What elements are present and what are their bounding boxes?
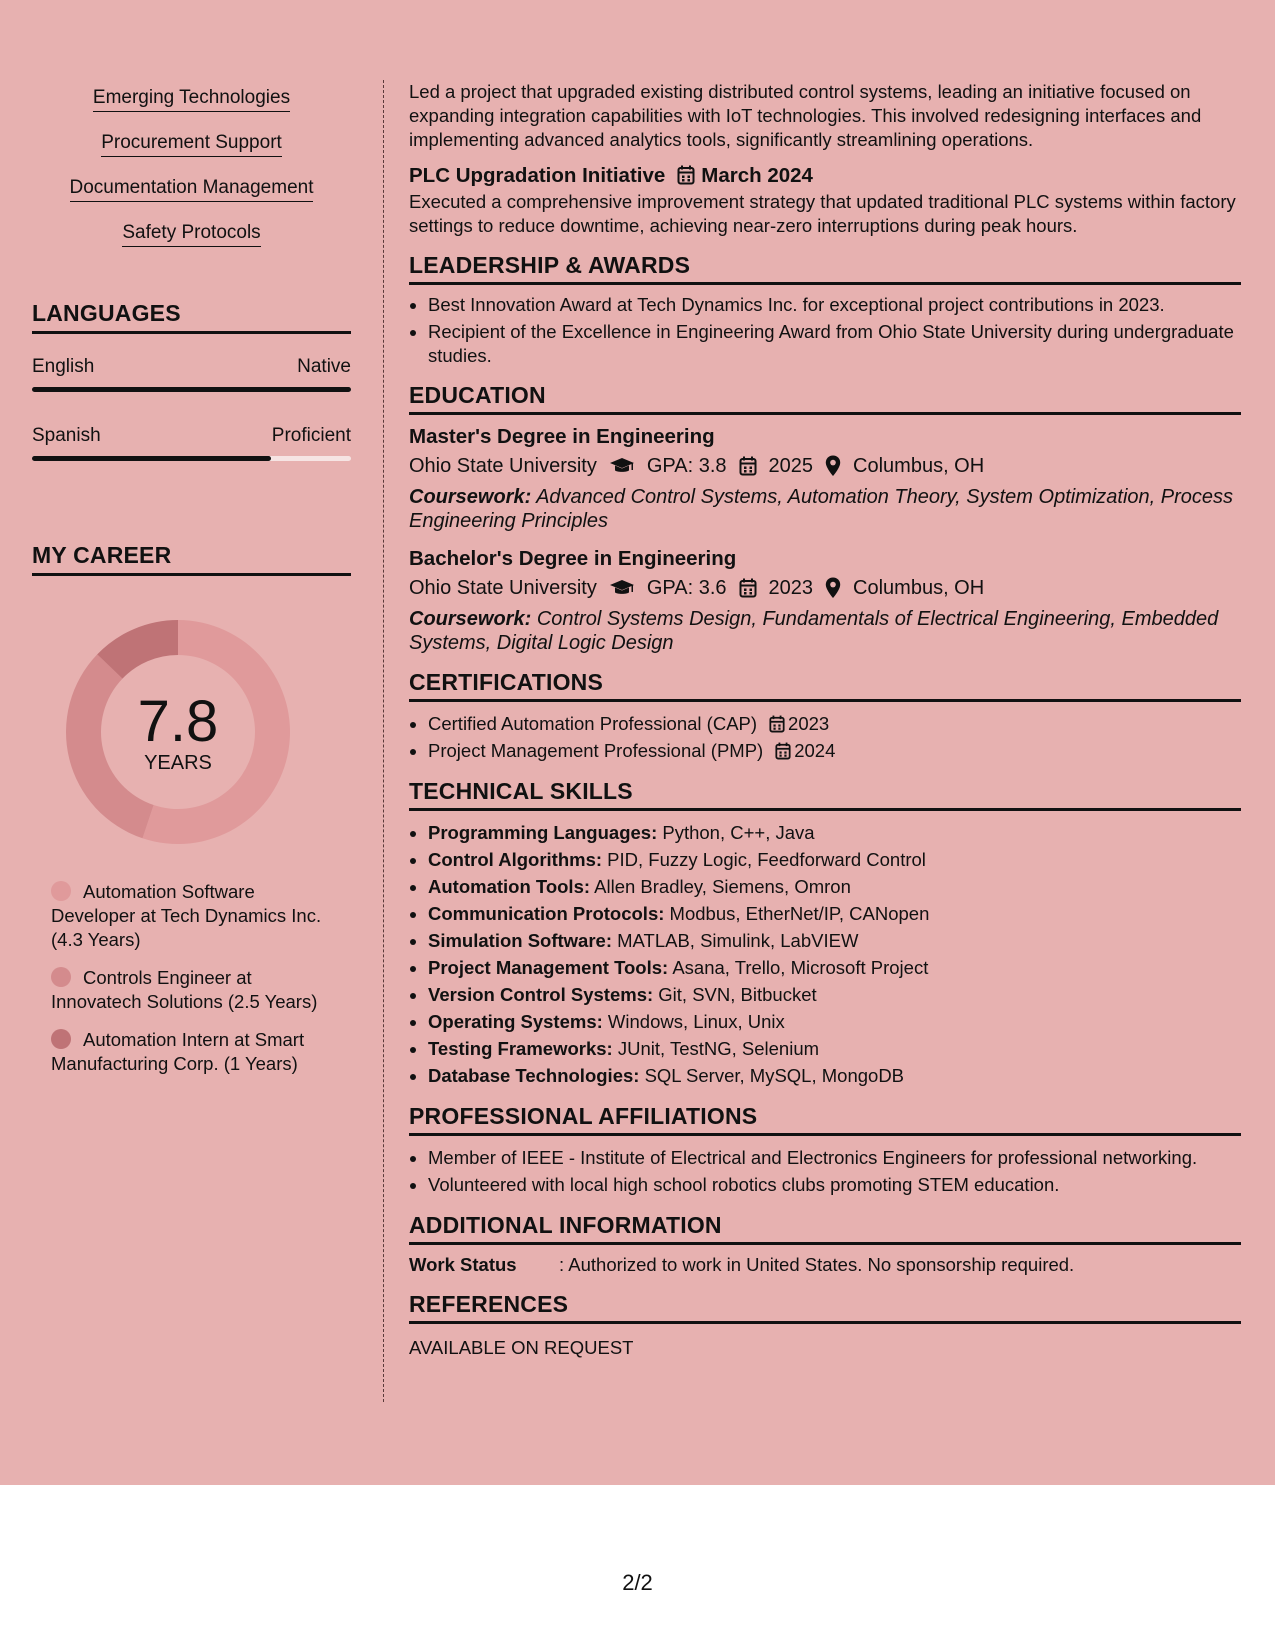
skill-label: Version Control Systems: <box>428 984 654 1005</box>
skill-item <box>428 981 1241 1008</box>
page-number: 2/2 <box>622 1570 653 1595</box>
list-item: • Volunteered with local high school robotics clubs promoting STEM education. <box>428 1171 1241 1198</box>
language-bar-fill <box>32 387 351 392</box>
career-donut-chart <box>66 620 290 844</box>
gpa: GPA: 3.8 <box>646 455 727 477</box>
location: Columbus, OH <box>853 455 985 477</box>
interests-list <box>32 86 351 266</box>
leadership-heading: LEADERSHIP & AWARDS <box>409 252 1241 285</box>
language-bar <box>32 456 351 461</box>
references-heading: REFERENCES <box>409 1291 1241 1324</box>
skill-label: Communication Protocols: <box>428 903 665 924</box>
graduation-cap-icon <box>609 457 635 475</box>
legend-label: Automation Software Developer at Tech Dynamics Inc. (4.3 Years) <box>51 881 322 950</box>
skill-item <box>428 1035 1241 1062</box>
skill-value: Python, C++, Java <box>662 822 815 843</box>
language-bar <box>32 387 351 392</box>
project-description: Executed a comprehensive improvement strategy that updated traditional PLC systems within factory settings to reduce downtime, achieving near-zero interruptions during peak hours. <box>409 191 1236 236</box>
interest-item: Procurement Support <box>101 131 282 157</box>
interest-item: Documentation Management <box>70 176 314 202</box>
certification-year: 2023 <box>788 713 830 734</box>
skill-label: Project Management Tools: <box>428 957 669 978</box>
skill-item <box>428 900 1241 927</box>
work-status-row <box>409 1253 1241 1277</box>
calendar-icon <box>739 578 757 598</box>
skill-label: Operating Systems: <box>428 1011 603 1032</box>
calendar-icon <box>775 737 791 764</box>
certification-year: 2024 <box>794 740 836 761</box>
interest-item: Safety Protocols <box>122 221 260 247</box>
project-title: PLC Upgradation Initiative <box>409 164 666 187</box>
experience-intro: Led a project that upgraded existing distributed control systems, leading an initiative focused on expanding integration capabilities with IoT technologies. This involved redesigning interfaces and implementing advanced analytics tools, significantly streamlining operations. <box>409 81 1202 150</box>
certification-item <box>428 710 1241 737</box>
list-item: • Best Innovation Award at Tech Dynamics Inc. for exceptional project contributions in 2023. <box>428 293 1241 317</box>
skill-label: Control Algorithms: <box>428 849 603 870</box>
languages-heading: LANGUAGES <box>32 300 351 334</box>
skill-item <box>428 1008 1241 1035</box>
certification-name: Certified Automation Professional (CAP) <box>428 713 758 734</box>
skill-item <box>428 1062 1241 1089</box>
education-entry <box>409 423 1241 533</box>
skill-value: SQL Server, MySQL, MongoDB <box>644 1065 905 1086</box>
coursework-text: Advanced Control Systems, Automation Theory, System Optimization, Process Engineering Principles <box>409 486 1234 532</box>
calendar-icon <box>677 164 695 187</box>
certifications-heading: CERTIFICATIONS <box>409 669 1241 702</box>
language-level: Native <box>297 356 351 377</box>
leadership-list <box>409 293 1241 368</box>
skill-value: Modbus, EtherNet/IP, CANopen <box>669 903 930 924</box>
skill-value: MATLAB, Simulink, LabVIEW <box>617 930 859 951</box>
project-date: March 2024 <box>701 164 813 187</box>
skill-item <box>428 954 1241 981</box>
language-name: English <box>32 356 95 377</box>
language-spanish <box>32 425 351 461</box>
language-bar-fill <box>32 456 271 461</box>
skill-label: Simulation Software: <box>428 930 612 951</box>
coursework-label: Coursework: <box>409 608 532 630</box>
career-unit: YEARS <box>144 752 212 774</box>
work-status-value: : Authorized to work in United States. No sponsorship required. <box>559 1254 1075 1275</box>
graduation-year: 2025 <box>768 455 814 477</box>
legend-label: Automation Intern at Smart Manufacturing Corp. (1 Years) <box>51 1029 305 1074</box>
skills-list <box>409 819 1241 1089</box>
skill-item <box>428 927 1241 954</box>
language-english <box>32 356 351 392</box>
degree-title: Master's Degree in Engineering <box>409 425 715 448</box>
legend-item <box>51 1028 341 1076</box>
skill-value: JUnit, TestNG, Selenium <box>617 1038 820 1059</box>
language-name: Spanish <box>32 425 101 446</box>
skill-value: Windows, Linux, Unix <box>607 1011 785 1032</box>
interest-item: Emerging Technologies <box>93 86 290 112</box>
skill-item <box>428 846 1241 873</box>
list-item: • Member of IEEE - Institute of Electrical and Electronics Engineers for professional networking. <box>428 1144 1241 1171</box>
career-total: 7.8 <box>137 689 219 754</box>
career-heading: MY CAREER <box>32 542 351 576</box>
list-item: • Recipient of the Excellence in Engineering Award from Ohio State University during undergraduate studies. <box>428 320 1241 368</box>
skill-value: Asana, Trello, Microsoft Project <box>672 957 929 978</box>
graduation-cap-icon <box>609 579 635 597</box>
calendar-icon <box>739 456 757 476</box>
skill-value: PID, Fuzzy Logic, Feedforward Control <box>607 849 926 870</box>
school-name: Ohio State University <box>409 455 597 477</box>
legend-item <box>51 966 341 1014</box>
right-column <box>409 80 1241 1360</box>
references-text: AVAILABLE ON REQUEST <box>409 1337 634 1358</box>
skill-label: Testing Frameworks: <box>428 1038 613 1059</box>
skill-value: Git, SVN, Bitbucket <box>658 984 817 1005</box>
skill-label: Database Technologies: <box>428 1065 640 1086</box>
graduation-year: 2023 <box>768 577 814 599</box>
gpa: GPA: 3.6 <box>646 577 727 599</box>
legend-dot <box>51 967 71 987</box>
column-divider <box>383 80 384 1402</box>
education-heading: EDUCATION <box>409 382 1241 415</box>
legend-item <box>51 880 341 952</box>
coursework-label: Coursework: <box>409 486 532 508</box>
degree-title: Bachelor's Degree in Engineering <box>409 547 737 570</box>
education-meta <box>409 573 1241 603</box>
calendar-icon <box>769 710 785 737</box>
work-status-label: Work Status <box>409 1254 517 1275</box>
location: Columbus, OH <box>853 577 985 599</box>
coursework <box>409 485 1241 533</box>
coursework-text: Control Systems Design, Fundamentals of Electrical Engineering, Embedded Systems, Digital Logic Design <box>409 608 1219 654</box>
certification-item <box>428 737 1241 764</box>
affiliations-heading: PROFESSIONAL AFFILIATIONS <box>409 1103 1241 1136</box>
skill-item <box>428 873 1241 900</box>
language-level: Proficient <box>271 425 351 446</box>
coursework <box>409 607 1241 655</box>
skills-heading: TECHNICAL SKILLS <box>409 778 1241 811</box>
affiliations-list <box>409 1144 1241 1198</box>
legend-dot <box>51 1029 71 1049</box>
project-title-row <box>409 162 1241 190</box>
legend-dot <box>51 881 71 901</box>
certifications-list <box>409 710 1241 764</box>
school-name: Ohio State University <box>409 577 597 599</box>
education-meta <box>409 451 1241 481</box>
skill-label: Programming Languages: <box>428 822 658 843</box>
certification-name: Project Management Professional (PMP) <box>428 740 764 761</box>
skill-value: Allen Bradley, Siemens, Omron <box>594 876 851 897</box>
location-pin-icon <box>825 577 841 599</box>
location-pin-icon <box>825 455 841 477</box>
career-legend <box>51 880 341 1090</box>
skill-label: Automation Tools: <box>428 876 591 897</box>
additional-info-heading: ADDITIONAL INFORMATION <box>409 1212 1241 1245</box>
education-entry <box>409 545 1241 655</box>
legend-label: Controls Engineer at Innovatech Solutions (2.5 Years) <box>51 967 318 1012</box>
skill-item <box>428 819 1241 846</box>
